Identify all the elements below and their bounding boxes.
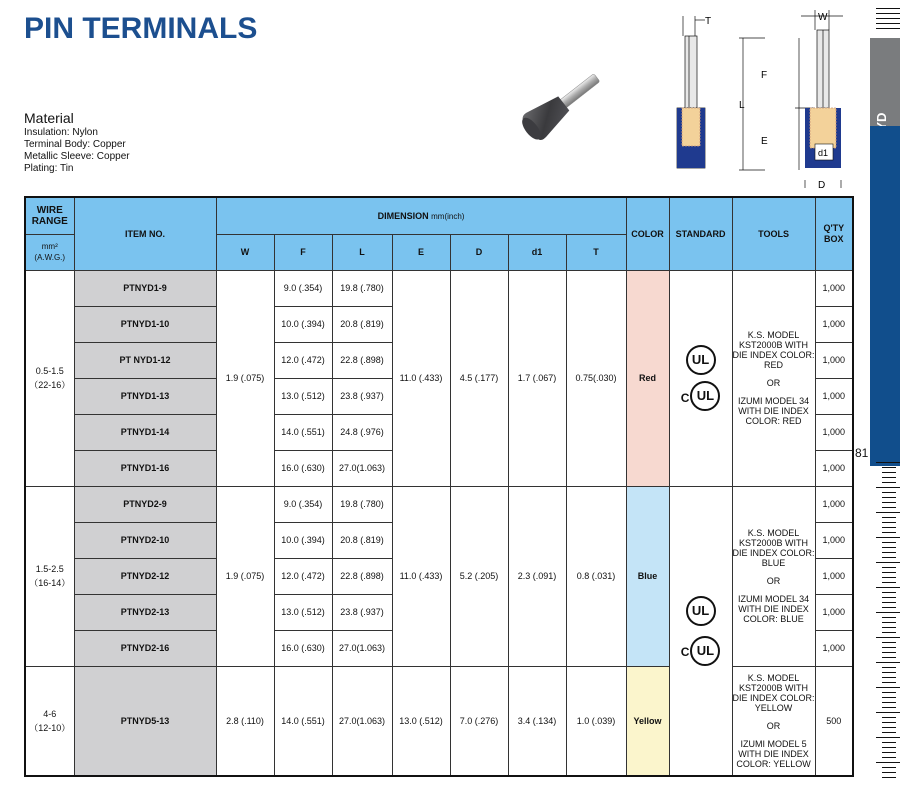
ruler-tick	[882, 707, 896, 708]
qty-box: 1,000	[815, 414, 853, 450]
ruler-tick	[882, 732, 896, 733]
ruler-tick	[882, 642, 896, 643]
material-line: Insulation: Nylon	[24, 127, 98, 138]
dim-w: 1.9 (.075)	[216, 486, 274, 666]
item-no: PTNYD2-13	[74, 594, 216, 630]
ul-logo	[686, 596, 716, 626]
dim-t: 0.8 (.031)	[566, 486, 626, 666]
ruler-tick	[882, 572, 896, 573]
material-line: Metallic Sleeve: Copper	[24, 151, 130, 162]
dim-l: 20.8 (.819)	[332, 306, 392, 342]
ruler-tick	[882, 627, 896, 628]
dim-label-t: T	[705, 16, 712, 27]
ruler-tick	[882, 617, 896, 618]
ul-mark: UL	[691, 602, 710, 618]
ruler-tick	[876, 712, 900, 713]
wire-range: 4-6	[43, 708, 57, 719]
dim-l: 27.0(1.063)	[332, 450, 392, 486]
dim-label-l: L	[739, 100, 745, 111]
table-row	[25, 270, 853, 306]
dim-f: 9.0 (.354)	[274, 270, 332, 306]
dim-l: 19.8 (.780)	[332, 486, 392, 522]
spec-table	[24, 196, 854, 777]
wire-range-cell	[25, 270, 74, 486]
header-mm-awg	[25, 234, 74, 270]
ruler-tick	[882, 752, 896, 753]
ruler-tick	[882, 742, 896, 743]
ruler-tick	[882, 527, 896, 528]
header-col-d: D	[450, 234, 508, 270]
dim-f: 14.0 (.551)	[274, 414, 332, 450]
side-tab	[870, 38, 900, 126]
dim-f: 16.0 (.630)	[274, 630, 332, 666]
header-col-t: T	[566, 234, 626, 270]
qty-box: 1,000	[815, 342, 853, 378]
header-tools: TOOLS	[732, 197, 815, 270]
dim-l: 23.8 (.937)	[332, 378, 392, 414]
ul-logo	[686, 345, 716, 375]
ruler-tick	[882, 592, 896, 593]
dim-w: 1.9 (.075)	[216, 270, 274, 486]
item-no: PTNYD1-10	[74, 306, 216, 342]
item-no: PTNYD1-13	[74, 378, 216, 414]
ruler-tick	[882, 747, 896, 748]
ruler-tick	[882, 542, 896, 543]
ruler-tick	[882, 557, 896, 558]
qty-box: 1,000	[815, 486, 853, 522]
item-no: PTNYD1-14	[74, 414, 216, 450]
dim-l: 24.8 (.976)	[332, 414, 392, 450]
dim-label-f: F	[761, 70, 768, 81]
color-cell: Red	[626, 270, 669, 486]
ruler-tick	[882, 517, 896, 518]
dim-d: 7.0 (.276)	[450, 666, 508, 776]
dim-d: 5.2 (.205)	[450, 486, 508, 666]
ruler-tick	[882, 577, 896, 578]
qty-box: 1,000	[815, 558, 853, 594]
ruler-tick	[882, 547, 896, 548]
dim-f: 10.0 (.394)	[274, 522, 332, 558]
ruler-tick	[876, 662, 900, 663]
dim-e: 11.0 (.433)	[392, 270, 450, 486]
awg-range: （16-14）	[29, 578, 71, 588]
header-color: COLOR	[626, 197, 669, 270]
dim-f: 13.0 (.512)	[274, 378, 332, 414]
ruler-tick	[876, 487, 900, 488]
ruler-tick	[882, 477, 896, 478]
page-number: 81	[855, 446, 869, 460]
dim-l: 27.0(1.063)	[332, 666, 392, 776]
dim-f: 12.0 (.472)	[274, 342, 332, 378]
dim-e: 11.0 (.433)	[392, 486, 450, 666]
ruler-tick	[876, 562, 900, 563]
ruler-tick	[882, 692, 896, 693]
material-line: Terminal Body: Copper	[24, 139, 126, 150]
ruler-tick	[882, 767, 896, 768]
item-no: PTNYD1-16	[74, 450, 216, 486]
ruler-tick	[882, 667, 896, 668]
ruler-tick	[876, 537, 900, 538]
standard-cell	[669, 486, 732, 776]
c-mark: C	[680, 645, 690, 660]
ruler-tick	[882, 717, 896, 718]
ruler-tick	[882, 757, 896, 758]
header-dimension	[216, 197, 626, 234]
dim-t: 0.75(.030)	[566, 270, 626, 486]
header-standard: STANDARD	[669, 197, 732, 270]
wire-range: 1.5-2.5	[35, 564, 64, 574]
dim-f: 10.0 (.394)	[274, 306, 332, 342]
ruler-tick	[882, 552, 896, 553]
ruler-tick	[882, 652, 896, 653]
dim-label-e: E	[761, 136, 768, 147]
header-col-w: W	[216, 234, 274, 270]
dim-l: 22.8 (.898)	[332, 558, 392, 594]
page-title: PIN TERMINALS	[24, 12, 258, 45]
ruler-tick	[882, 727, 896, 728]
ruler-tick	[876, 512, 900, 513]
dim-label-d: D	[818, 180, 826, 191]
table-row	[25, 486, 853, 522]
header-col-f: F	[274, 234, 332, 270]
ruler-tick	[876, 637, 900, 638]
item-no: PTNYD2-10	[74, 522, 216, 558]
ruler-tick	[882, 647, 896, 648]
standard-cell	[669, 270, 732, 486]
item-no: PTNYD1-9	[74, 270, 216, 306]
ruler-tick	[882, 497, 896, 498]
awg-range: （12-10）	[29, 722, 71, 733]
header-mm: mm²	[41, 242, 58, 251]
item-no: PTNYD2-9	[74, 486, 216, 522]
header-dimension-label: DIMENSION	[377, 210, 429, 221]
ruler-tick	[882, 502, 896, 503]
ul-mark: UL	[691, 352, 710, 367]
awg-range: （22-16）	[29, 380, 71, 390]
dim-f: 12.0 (.472)	[274, 558, 332, 594]
tools-option-b: IZUMI MODEL 34 WITH DIE INDEX COLOR: RED	[737, 396, 810, 426]
ruler-tick	[882, 507, 896, 508]
qty-box: 500	[815, 666, 853, 776]
ruler-tick	[876, 587, 900, 588]
tools-option-b: IZUMI MODEL 5 WITH DIE INDEX COLOR: YELLOW	[736, 738, 811, 769]
tools-option-b: IZUMI MODEL 34 WITH DIE INDEX COLOR: BLUE	[737, 594, 810, 624]
dim-l: 27.0(1.063)	[332, 630, 392, 666]
qty-box: 1,000	[815, 522, 853, 558]
ruler-tick	[882, 682, 896, 683]
tools-option-a: K.S. MODEL KST2000B WITH DIE INDEX COLOR: YELLOW	[732, 672, 815, 713]
ruler-tick	[876, 737, 900, 738]
dim-f: 13.0 (.512)	[274, 594, 332, 630]
ruler-tick	[882, 472, 896, 473]
tools-or: OR	[766, 378, 781, 388]
ruler-tick	[882, 492, 896, 493]
dim-l: 23.8 (.937)	[332, 594, 392, 630]
ruler-tick	[876, 462, 900, 463]
dim-f: 16.0 (.630)	[274, 450, 332, 486]
ruler-tick	[882, 657, 896, 658]
edge-ruler	[876, 462, 900, 782]
dim-f: 14.0 (.551)	[274, 666, 332, 776]
dim-w: 2.8 (.110)	[216, 666, 274, 776]
qty-box: 1,000	[815, 270, 853, 306]
material-heading: Material	[24, 110, 74, 126]
qty-box: 1,000	[815, 378, 853, 414]
tools-or: OR	[766, 576, 781, 586]
qty-box: 1,000	[815, 306, 853, 342]
ul-mark: UL	[696, 388, 715, 403]
ruler-tick	[882, 722, 896, 723]
ruler-tick	[882, 677, 896, 678]
dim-t: 1.0 (.039)	[566, 666, 626, 776]
dim-l: 19.8 (.780)	[332, 270, 392, 306]
terminal-drawing	[665, 8, 855, 193]
dim-l: 20.8 (.819)	[332, 522, 392, 558]
header-col-e: E	[392, 234, 450, 270]
item-no: PT NYD1-12	[74, 342, 216, 378]
product-photo	[515, 60, 615, 150]
header-dimension-unit: mm(inch)	[431, 211, 465, 221]
c-mark: C	[680, 390, 690, 405]
tools-option-a: K.S. MODEL KST2000B WITH DIE INDEX COLOR: RED	[732, 330, 815, 370]
header-wire-label: WIRE RANGE	[31, 204, 68, 227]
ruler-tick	[882, 772, 896, 773]
ruler-tick	[882, 602, 896, 603]
material-line: Plating: Tin	[24, 163, 74, 174]
qty-box: 1,000	[815, 594, 853, 630]
ruler-tick	[876, 762, 900, 763]
tools-or: OR	[766, 720, 781, 731]
header-item-no: ITEM NO.	[74, 197, 216, 270]
tools-cell	[732, 270, 815, 486]
ruler-tick	[882, 632, 896, 633]
ruler-tick	[882, 532, 896, 533]
item-no: PTNYD2-16	[74, 630, 216, 666]
wire-range: 0.5-1.5	[35, 366, 64, 376]
tools-cell	[732, 486, 815, 666]
wire-range-cell	[25, 666, 74, 776]
tools-option-a: K.S. MODEL KST2000B WITH DIE INDEX COLOR: BLUE	[732, 528, 815, 568]
ruler-tick	[882, 597, 896, 598]
ruler-tick	[882, 777, 896, 778]
item-no: PTNYD5-13	[74, 666, 216, 776]
edge-ruler-top	[876, 8, 900, 33]
cul-logo	[690, 381, 720, 411]
ruler-tick	[882, 672, 896, 673]
dim-f: 9.0 (.354)	[274, 486, 332, 522]
dim-d1: 1.7 (.067)	[508, 270, 566, 486]
side-bar	[870, 126, 900, 466]
dim-label-d1: d1	[818, 148, 829, 158]
ruler-tick	[882, 482, 896, 483]
header-col-d1: d1	[508, 234, 566, 270]
qty-box: 1,000	[815, 630, 853, 666]
tools-cell	[732, 666, 815, 776]
item-no: PTNYD2-12	[74, 558, 216, 594]
ruler-tick	[882, 567, 896, 568]
ruler-tick	[882, 607, 896, 608]
qty-box: 1,000	[815, 450, 853, 486]
ruler-tick	[882, 582, 896, 583]
dim-l: 22.8 (.898)	[332, 342, 392, 378]
ruler-tick	[882, 467, 896, 468]
ruler-tick	[876, 612, 900, 613]
ul-mark: UL	[696, 642, 715, 658]
ruler-tick	[882, 702, 896, 703]
dim-e: 13.0 (.512)	[392, 666, 450, 776]
header-wire-range	[25, 197, 74, 234]
header-awg: (A.W.G.)	[34, 253, 66, 262]
dim-d1: 2.3 (.091)	[508, 486, 566, 666]
cul-logo	[690, 636, 720, 666]
header-qty-box: Q'TY BOX	[815, 197, 853, 270]
ruler-tick	[882, 522, 896, 523]
ruler-tick	[876, 687, 900, 688]
ruler-tick	[882, 697, 896, 698]
dim-d1: 3.4 (.134)	[508, 666, 566, 776]
dim-label-w: W	[818, 12, 828, 23]
header-col-l: L	[332, 234, 392, 270]
ruler-tick	[882, 622, 896, 623]
material-block	[24, 110, 130, 175]
wire-range-cell	[25, 486, 74, 666]
color-cell: Yellow	[626, 666, 669, 776]
color-cell: Blue	[626, 486, 669, 666]
dim-d: 4.5 (.177)	[450, 270, 508, 486]
